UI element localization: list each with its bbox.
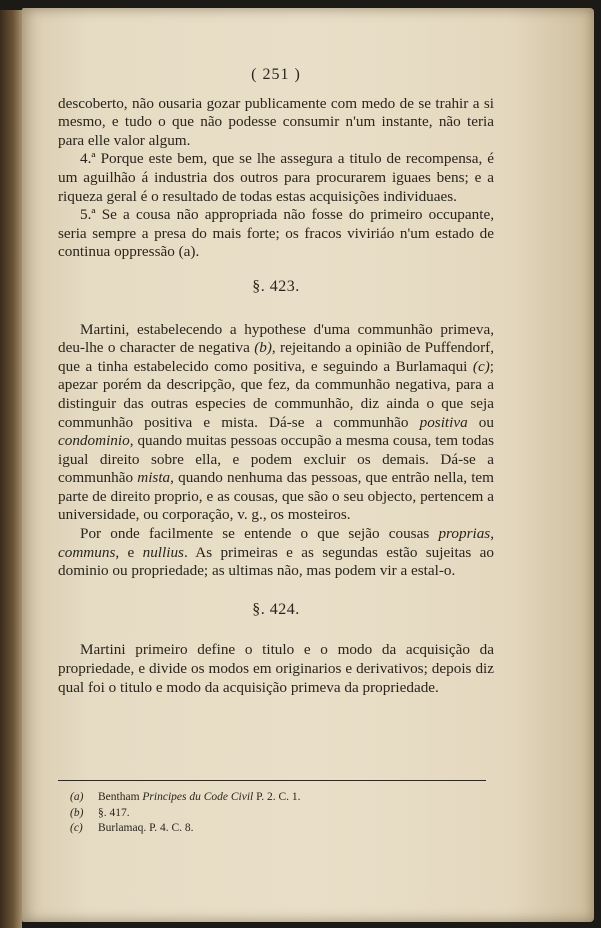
text-run: ; apezar porém da descripção, que fez, da communhão negativa, para a distinguir das outras especies de communhão, diz ainda o que seja communhão positiva e mista. Dá-se a communhão	[58, 357, 494, 431]
footnote-a	[70, 790, 470, 806]
italic-term-communs: communs	[58, 543, 116, 561]
text-run: Martini, estabelecendo a hypothese d'uma communhão primeva, deu-lhe o character de negativa	[58, 320, 494, 357]
text-run: , quando muitas pessoas occupão a mesma cousa, tem todas igual direito sobre ella, e podem excluir os demais. Dá-se a communhão	[58, 432, 494, 487]
paragraph-titulo-modo: Martini primeiro define o titulo e o modo da acquisição da propriedade, e divide os modos em originarios e derivativos; depois diz qual foi o titulo e modo da acquisição primeva da propriedade.	[58, 641, 494, 696]
text-run: , quando nenhuma das pessoas, que entrão nella, tem parte de direito proprio, e as cousas, que são o seu objecto, pertencem a universidade, ou corporação, v. g., os mosteiros.	[58, 469, 494, 524]
text-run: Bentham	[98, 791, 143, 803]
italic-title: Principes du Code Civil	[142, 791, 254, 803]
paragraph-martini-communhao	[58, 321, 494, 526]
italic-term-nullius: nullius	[142, 543, 184, 561]
section-heading-424: §. 424.	[252, 600, 300, 618]
footnote-mark: (c)	[70, 822, 83, 834]
italic-term-mista: mista	[137, 469, 171, 487]
paragraph-point-5: 5.ª Se a cousa não appropriada não fosse do primeiro occupante, seria sempre a presa do mais forte; os fracos viviriáo n'um estado de continua oppressão (a).	[58, 206, 494, 261]
paragraph-point-4: 4.ª Porque este bem, que se lhe assegura a titulo de recompensa, é um aguilhão á industria dos outros para procurarem iguaes bens; e a riqueza geral é o resultado de todas estas acquisições individuaes.	[58, 150, 494, 205]
footnote-rule	[58, 780, 486, 781]
text-run: Por onde facilmente se entende o que sejão cousas	[80, 525, 439, 543]
section-heading-423: §. 423.	[252, 277, 300, 295]
italic-term-condominio: condominio	[58, 432, 130, 450]
paragraph-cousas	[58, 525, 494, 581]
footnote-text: §. 417.	[98, 806, 130, 819]
paragraph-continued: descoberto, não ousaria gozar publicamente com medo de se trahir a si mesmo, e tudo o que não podesse consumir n'um instante, não teria para elle valor algum.	[58, 94, 494, 149]
page-body	[58, 66, 494, 697]
footnote-mark: (b)	[70, 806, 84, 819]
text-run: . As primeiras e as segundas estão sujeitas ao dominio ou propriedade; as ultimas não, mas podem vir a estal-o.	[58, 543, 494, 580]
footnote-text	[98, 790, 301, 806]
footnote-text: Burlamaq. P. 4. C. 8.	[98, 822, 194, 834]
page-number: ( 251 )	[251, 66, 301, 83]
text-run: P. 2. C. 1.	[253, 791, 301, 803]
text-run: ,	[490, 525, 494, 543]
footnote-ref-c: (c)	[472, 357, 490, 375]
text-run: , rejeitando a opinião de Puffendorf, que a tinha estabelecido como positiva, e seguindo a Burlamaqui	[58, 339, 495, 375]
text-run: , e	[115, 543, 143, 561]
footnote-ref-b: (b)	[254, 339, 272, 357]
italic-term-proprias: proprias	[438, 525, 491, 543]
footnote-b	[70, 806, 470, 822]
footnote-mark: (a)	[70, 791, 84, 803]
italic-term-positiva: positiva	[419, 413, 468, 431]
footnotes	[70, 790, 470, 837]
footnote-c	[70, 821, 470, 837]
book-spine	[0, 10, 22, 928]
book-page	[22, 8, 594, 922]
text-run: ou	[467, 413, 494, 431]
